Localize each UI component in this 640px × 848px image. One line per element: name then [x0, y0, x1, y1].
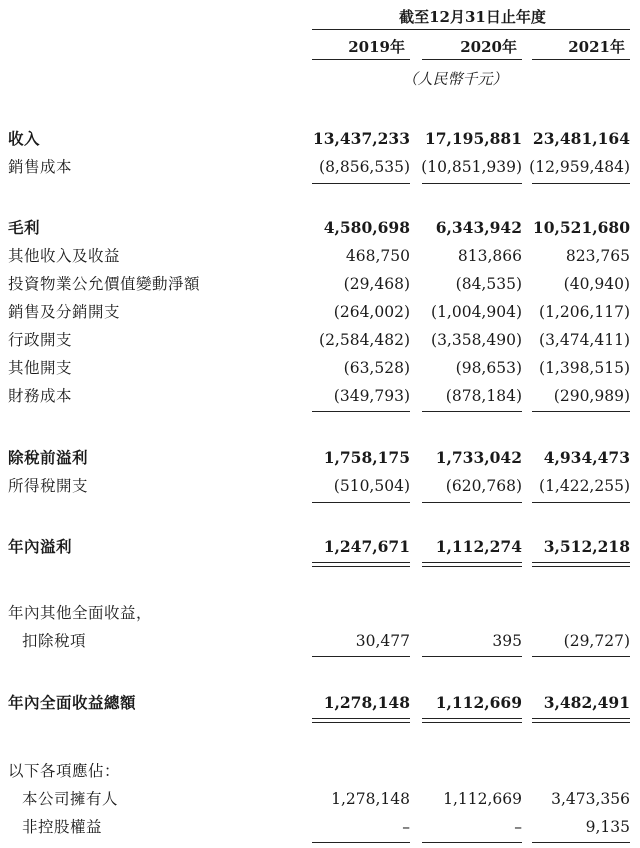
value-2019: 1,758,175 — [323, 448, 410, 467]
row-profit-for-year — [0, 534, 640, 560]
value-2021: 3,473,356 — [551, 790, 630, 808]
value-2019: (264,002) — [333, 303, 410, 321]
row-profit-before-tax — [0, 445, 640, 471]
row-other-income — [0, 243, 640, 269]
row-investment-property — [0, 271, 640, 297]
total-double-rule — [532, 718, 630, 723]
value-2021: 9,135 — [585, 818, 630, 836]
value-2019: (349,793) — [333, 387, 410, 405]
row-label: 其他開支 — [8, 359, 73, 377]
value-2021: 10,521,680 — [532, 218, 630, 237]
row-cost-of-sales — [0, 154, 640, 180]
value-2021: 3,482,491 — [543, 693, 630, 712]
row-income-tax — [0, 473, 640, 499]
row-label: 銷售及分銷開支 — [8, 303, 121, 321]
row-other-expenses — [0, 355, 640, 381]
row-attributable-heading — [0, 758, 640, 784]
value-2020: 6,343,942 — [435, 218, 522, 237]
row-label: 本公司擁有人 — [22, 790, 119, 808]
year-underline-2020 — [422, 59, 522, 60]
value-2019: 4,580,698 — [323, 218, 410, 237]
year-underline-2021 — [532, 59, 630, 60]
row-owners — [0, 786, 640, 812]
subtotal-rule — [532, 502, 630, 503]
subtotal-rule — [532, 842, 630, 843]
value-2020: (3,358,490) — [431, 331, 522, 349]
value-2020: 1,112,669 — [443, 790, 522, 808]
period-underline — [312, 29, 630, 30]
value-2019: 13,437,233 — [312, 129, 410, 148]
subtotal-rule — [312, 502, 410, 503]
subtotal-rule — [312, 411, 410, 412]
value-2020: (878,184) — [445, 387, 522, 405]
value-2021: 823,765 — [565, 247, 630, 265]
value-2020: 813,866 — [457, 247, 522, 265]
value-2019: – — [402, 818, 410, 836]
value-2019: (2,584,482) — [319, 331, 410, 349]
value-2019: 1,278,148 — [331, 790, 410, 808]
subtotal-rule — [422, 656, 522, 657]
unit-label: （人民幣千元） — [402, 70, 508, 88]
value-2021: (29,727) — [563, 632, 630, 650]
subtotal-rule — [422, 411, 522, 412]
total-double-rule — [312, 562, 410, 567]
subtotal-rule — [312, 842, 410, 843]
value-2021: 3,512,218 — [543, 537, 630, 556]
value-2020: 1,733,042 — [435, 448, 522, 467]
value-2019: 1,247,671 — [323, 537, 410, 556]
value-2021: 23,481,164 — [532, 129, 630, 148]
row-label: 年內全面收益總額 — [8, 693, 137, 712]
row-label: 非控股權益 — [22, 818, 103, 836]
value-2021: 4,934,473 — [543, 448, 630, 467]
year-header-2021: 2021年 — [568, 38, 625, 56]
value-2020: 17,195,881 — [424, 129, 522, 148]
row-revenue — [0, 126, 640, 152]
value-2020: 395 — [492, 632, 522, 650]
year-underline-2019 — [312, 59, 410, 60]
value-2021: (1,422,255) — [539, 477, 630, 495]
value-2021: (1,206,117) — [539, 303, 630, 321]
value-2021: (12,959,484) — [529, 158, 630, 176]
row-label: 年內其他全面收益， — [8, 604, 153, 622]
subtotal-rule — [532, 656, 630, 657]
year-header-2019: 2019年 — [348, 38, 405, 56]
row-label: 除稅前溢利 — [8, 448, 89, 467]
value-2020: (1,004,904) — [431, 303, 522, 321]
value-2019: 1,278,148 — [323, 693, 410, 712]
subtotal-rule — [532, 411, 630, 412]
value-2019: (8,856,535) — [319, 158, 410, 176]
row-oci-net-of-tax — [0, 628, 640, 654]
row-non-controlling — [0, 814, 640, 840]
subtotal-rule — [422, 183, 522, 184]
value-2019: (29,468) — [343, 275, 410, 293]
row-label: 投資物業公允價值變動淨額 — [8, 275, 201, 293]
row-label: 以下各項應佔： — [8, 762, 121, 780]
row-label: 年內溢利 — [8, 537, 73, 556]
year-header-2020: 2020年 — [460, 38, 517, 56]
total-double-rule — [422, 718, 522, 723]
row-label: 收入 — [8, 129, 41, 148]
row-label: 行政開支 — [8, 331, 73, 349]
row-label: 所得稅開支 — [8, 477, 89, 495]
row-label: 財務成本 — [8, 387, 73, 405]
value-2019: 30,477 — [355, 632, 410, 650]
row-label: 毛利 — [8, 218, 41, 237]
value-2020: (84,535) — [455, 275, 522, 293]
row-gross-profit — [0, 215, 640, 241]
row-admin-expenses — [0, 327, 640, 353]
value-2020: (620,768) — [445, 477, 522, 495]
subtotal-rule — [422, 842, 522, 843]
period-label: 截至12月31日止年度 — [399, 8, 546, 26]
row-selling-expenses — [0, 299, 640, 325]
value-2020: (10,851,939) — [421, 158, 522, 176]
value-2020: 1,112,274 — [435, 537, 522, 556]
value-2021: (3,474,411) — [539, 331, 630, 349]
value-2021: (290,989) — [553, 387, 630, 405]
subtotal-rule — [312, 656, 410, 657]
value-2020: – — [514, 818, 522, 836]
row-label: 扣除稅項 — [22, 632, 87, 650]
total-double-rule — [422, 562, 522, 567]
value-2020: (98,653) — [455, 359, 522, 377]
row-finance-costs — [0, 383, 640, 409]
value-2021: (1,398,515) — [539, 359, 630, 377]
subtotal-rule — [422, 502, 522, 503]
row-label: 銷售成本 — [8, 158, 73, 176]
subtotal-rule — [532, 183, 630, 184]
value-2019: (63,528) — [343, 359, 410, 377]
row-oci-heading — [0, 600, 640, 626]
value-2021: (40,940) — [563, 275, 630, 293]
value-2020: 1,112,669 — [435, 693, 522, 712]
row-total-comprehensive-income — [0, 690, 640, 716]
total-double-rule — [532, 562, 630, 567]
value-2019: 468,750 — [345, 247, 410, 265]
total-double-rule — [312, 718, 410, 723]
value-2019: (510,504) — [333, 477, 410, 495]
subtotal-rule — [312, 183, 410, 184]
row-label: 其他收入及收益 — [8, 247, 121, 265]
